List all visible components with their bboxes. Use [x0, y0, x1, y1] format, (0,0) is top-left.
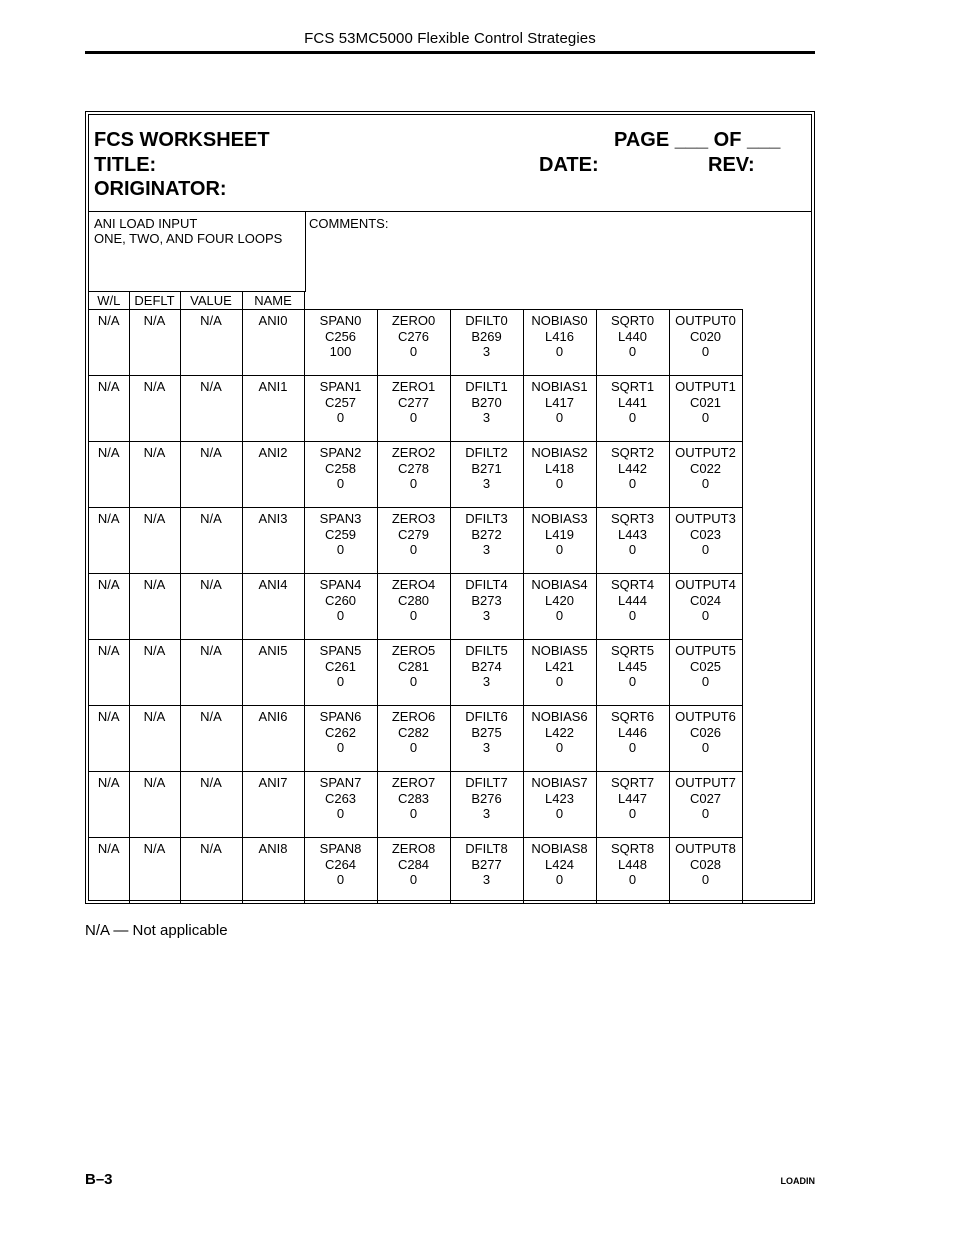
param-name: DFILT6 — [465, 709, 508, 724]
page-number: B–3 — [85, 1171, 113, 1188]
param-default: 0 — [555, 608, 564, 623]
param-name: SQRT8 — [610, 841, 655, 856]
param-address: L421 — [545, 658, 574, 674]
param-address: L446 — [618, 724, 647, 740]
cell-value: N/A — [180, 838, 242, 904]
param-name: NOBIAS5 — [531, 643, 588, 658]
param-address: L441 — [618, 394, 647, 410]
parameter-cell — [596, 376, 669, 442]
param-name: OUTPUT6 — [675, 709, 736, 724]
param-name: OUTPUT0 — [675, 313, 736, 328]
parameter-cell — [596, 574, 669, 640]
parameter-cell — [596, 838, 669, 904]
param-address: C264 — [324, 856, 357, 872]
param-address: B270 — [471, 394, 502, 410]
param-name: SQRT4 — [610, 577, 655, 592]
param-name: DFILT2 — [465, 445, 508, 460]
cell-wl: N/A — [89, 838, 129, 904]
parameter-cell — [304, 574, 377, 640]
param-default: 0 — [409, 608, 418, 623]
header-blank — [304, 292, 742, 310]
param-address: L440 — [618, 328, 647, 344]
param-default: 0 — [701, 740, 710, 755]
param-address: C284 — [397, 856, 430, 872]
param-default: 0 — [409, 740, 418, 755]
parameter-cell — [304, 706, 377, 772]
param-address: L422 — [545, 724, 574, 740]
param-default: 0 — [701, 674, 710, 689]
param-address: L424 — [545, 856, 574, 872]
parameter-cell — [669, 508, 742, 574]
param-address: C021 — [689, 394, 722, 410]
param-address: C281 — [397, 658, 430, 674]
param-default: 0 — [336, 740, 345, 755]
parameter-cell — [596, 310, 669, 376]
parameter-cell — [596, 640, 669, 706]
parameter-cell — [596, 706, 669, 772]
param-name: NOBIAS2 — [531, 445, 588, 460]
cell-wl: N/A — [89, 706, 129, 772]
param-address: L443 — [618, 526, 647, 542]
table-row — [89, 706, 742, 772]
parameter-cell — [523, 442, 596, 508]
param-name: ZERO0 — [391, 313, 436, 328]
param-default: 3 — [482, 674, 491, 689]
cell-deflt: N/A — [129, 310, 180, 376]
parameter-cell — [596, 442, 669, 508]
param-address: C025 — [689, 658, 722, 674]
file-tag: LOADIN — [780, 1176, 815, 1186]
parameter-cell — [669, 838, 742, 904]
parameter-cell — [377, 508, 450, 574]
param-address: C280 — [397, 592, 430, 608]
param-default: 3 — [482, 344, 491, 359]
parameter-cell — [669, 310, 742, 376]
param-default: 0 — [628, 476, 637, 491]
param-address: C022 — [689, 460, 722, 476]
param-default: 0 — [409, 476, 418, 491]
info-line-2: ONE, TWO, AND FOUR LOOPS — [94, 231, 283, 246]
param-address: C262 — [324, 724, 357, 740]
originator-label: ORIGINATOR: — [94, 178, 227, 200]
param-name: NOBIAS3 — [531, 511, 588, 526]
table-header-row — [89, 292, 742, 310]
cell-value: N/A — [180, 310, 242, 376]
param-default: 3 — [482, 476, 491, 491]
col-header: NAME — [242, 292, 304, 310]
param-default: 0 — [555, 542, 564, 557]
parameter-cell — [377, 706, 450, 772]
param-name: DFILT0 — [465, 313, 508, 328]
heading-divider — [89, 211, 811, 212]
param-name: OUTPUT1 — [675, 379, 736, 394]
parameter-cell — [377, 838, 450, 904]
param-name: ZERO8 — [391, 841, 436, 856]
table-row — [89, 838, 742, 904]
param-address: C277 — [397, 394, 430, 410]
param-name: SQRT2 — [610, 445, 655, 460]
param-name: ZERO2 — [391, 445, 436, 460]
cell-deflt: N/A — [129, 706, 180, 772]
param-default: 0 — [628, 344, 637, 359]
param-name: OUTPUT8 — [675, 841, 736, 856]
param-name: NOBIAS4 — [531, 577, 588, 592]
parameter-cell — [523, 838, 596, 904]
param-name: SPAN7 — [319, 775, 362, 790]
cell-name: ANI2 — [242, 442, 304, 508]
param-default: 0 — [628, 674, 637, 689]
param-name: NOBIAS8 — [531, 841, 588, 856]
param-address: C257 — [324, 394, 357, 410]
cell-deflt: N/A — [129, 772, 180, 838]
param-default: 0 — [336, 806, 345, 821]
param-address: B277 — [471, 856, 502, 872]
param-default: 0 — [701, 872, 710, 887]
param-name: OUTPUT7 — [675, 775, 736, 790]
param-address: C258 — [324, 460, 357, 476]
param-default: 3 — [482, 542, 491, 557]
param-default: 3 — [482, 410, 491, 425]
parameter-cell — [523, 508, 596, 574]
param-name: ZERO4 — [391, 577, 436, 592]
cell-value: N/A — [180, 640, 242, 706]
param-default: 0 — [336, 410, 345, 425]
parameter-cell — [596, 508, 669, 574]
table-row — [89, 508, 742, 574]
param-address: C260 — [324, 592, 357, 608]
param-default: 0 — [336, 872, 345, 887]
parameter-cell — [523, 574, 596, 640]
param-address: C024 — [689, 592, 722, 608]
parameter-cell — [450, 574, 523, 640]
param-name: SQRT0 — [610, 313, 655, 328]
parameter-cell — [669, 706, 742, 772]
param-default: 0 — [409, 542, 418, 557]
parameter-cell — [304, 442, 377, 508]
param-default: 0 — [555, 872, 564, 887]
param-address: L419 — [545, 526, 574, 542]
col-header: W/L — [89, 292, 129, 310]
param-default: 0 — [701, 608, 710, 623]
rev-label: REV: — [708, 154, 755, 176]
cell-deflt: N/A — [129, 376, 180, 442]
parameter-cell — [669, 640, 742, 706]
param-default: 0 — [701, 806, 710, 821]
cell-deflt: N/A — [129, 508, 180, 574]
param-default: 3 — [482, 872, 491, 887]
parameter-cell — [450, 772, 523, 838]
parameter-cell — [450, 706, 523, 772]
info-line-1: ANI LOAD INPUT — [94, 216, 198, 231]
parameter-cell — [450, 310, 523, 376]
info-divider — [305, 212, 306, 292]
param-name: ZERO3 — [391, 511, 436, 526]
table-row — [89, 442, 742, 508]
cell-name: ANI6 — [242, 706, 304, 772]
worksheet-form — [85, 111, 815, 904]
param-name: SQRT5 — [610, 643, 655, 658]
param-name: SQRT1 — [610, 379, 655, 394]
param-address: L417 — [545, 394, 574, 410]
cell-wl: N/A — [89, 310, 129, 376]
param-address: C279 — [397, 526, 430, 542]
param-default: 0 — [555, 410, 564, 425]
param-default: 0 — [409, 806, 418, 821]
date-label: DATE: — [539, 154, 599, 176]
title-label: TITLE: — [94, 154, 157, 176]
parameter-cell — [523, 772, 596, 838]
param-address: C278 — [397, 460, 430, 476]
param-name: SPAN3 — [319, 511, 362, 526]
param-name: SPAN6 — [319, 709, 362, 724]
param-address: L420 — [545, 592, 574, 608]
parameter-cell — [304, 376, 377, 442]
param-address: B275 — [471, 724, 502, 740]
worksheet-inner-frame — [88, 114, 812, 901]
cell-value: N/A — [180, 706, 242, 772]
param-default: 0 — [701, 542, 710, 557]
parameter-cell — [596, 772, 669, 838]
parameter-cell — [669, 376, 742, 442]
param-address: L442 — [618, 460, 647, 476]
param-address: C259 — [324, 526, 357, 542]
param-default: 0 — [701, 344, 710, 359]
param-address: B276 — [471, 790, 502, 806]
param-default: 3 — [482, 806, 491, 821]
parameter-cell — [450, 442, 523, 508]
parameter-cell — [523, 706, 596, 772]
param-address: B274 — [471, 658, 502, 674]
param-address: C263 — [324, 790, 357, 806]
info-description — [94, 216, 282, 246]
parameter-cell — [669, 442, 742, 508]
param-address: B271 — [471, 460, 502, 476]
param-name: DFILT7 — [465, 775, 508, 790]
table-row — [89, 376, 742, 442]
param-default: 0 — [409, 344, 418, 359]
cell-value: N/A — [180, 574, 242, 640]
cell-wl: N/A — [89, 772, 129, 838]
param-name: SPAN5 — [319, 643, 362, 658]
param-default: 0 — [628, 740, 637, 755]
param-name: DFILT4 — [465, 577, 508, 592]
param-default: 0 — [555, 476, 564, 491]
param-address: L418 — [545, 460, 574, 476]
param-name: DFILT5 — [465, 643, 508, 658]
param-default: 0 — [628, 608, 637, 623]
param-address: C027 — [689, 790, 722, 806]
parameter-cell — [450, 838, 523, 904]
param-default: 0 — [336, 542, 345, 557]
param-address: C261 — [324, 658, 357, 674]
param-default: 0 — [628, 872, 637, 887]
param-name: SPAN1 — [319, 379, 362, 394]
table-row — [89, 640, 742, 706]
parameter-cell — [377, 310, 450, 376]
param-address: B269 — [471, 328, 502, 344]
param-address: L416 — [545, 328, 574, 344]
param-address: C020 — [689, 328, 722, 344]
param-default: 100 — [329, 344, 352, 359]
param-address: L447 — [618, 790, 647, 806]
table-row — [89, 772, 742, 838]
param-name: ZERO7 — [391, 775, 436, 790]
param-name: ZERO1 — [391, 379, 436, 394]
parameter-cell — [523, 640, 596, 706]
cell-deflt: N/A — [129, 838, 180, 904]
parameter-cell — [523, 376, 596, 442]
param-name: SPAN0 — [319, 313, 362, 328]
param-default: 0 — [701, 410, 710, 425]
param-name: SQRT3 — [610, 511, 655, 526]
param-default: 0 — [555, 674, 564, 689]
parameter-cell — [377, 376, 450, 442]
param-default: 0 — [628, 410, 637, 425]
param-name: NOBIAS7 — [531, 775, 588, 790]
param-address: C256 — [324, 328, 357, 344]
cell-name: ANI5 — [242, 640, 304, 706]
param-address: L423 — [545, 790, 574, 806]
parameter-cell — [377, 772, 450, 838]
param-default: 0 — [701, 476, 710, 491]
param-default: 3 — [482, 740, 491, 755]
cell-name: ANI0 — [242, 310, 304, 376]
cell-wl: N/A — [89, 508, 129, 574]
cell-name: ANI8 — [242, 838, 304, 904]
param-default: 0 — [336, 608, 345, 623]
param-default: 0 — [555, 740, 564, 755]
cell-value: N/A — [180, 376, 242, 442]
param-name: SPAN8 — [319, 841, 362, 856]
parameter-cell — [304, 772, 377, 838]
parameter-cell — [523, 310, 596, 376]
param-name: ZERO5 — [391, 643, 436, 658]
param-default: 0 — [409, 872, 418, 887]
table-row — [89, 574, 742, 640]
param-address: C283 — [397, 790, 430, 806]
page-header-title: FCS 53MC5000 Flexible Control Strategies — [304, 30, 596, 47]
parameter-cell — [450, 376, 523, 442]
param-name: NOBIAS6 — [531, 709, 588, 724]
param-default: 0 — [409, 410, 418, 425]
parameter-cell — [669, 772, 742, 838]
param-address: C276 — [397, 328, 430, 344]
param-address: L448 — [618, 856, 647, 872]
param-name: DFILT8 — [465, 841, 508, 856]
parameter-cell — [304, 640, 377, 706]
param-name: ZERO6 — [391, 709, 436, 724]
cell-name: ANI1 — [242, 376, 304, 442]
param-name: DFILT3 — [465, 511, 508, 526]
parameter-cell — [377, 640, 450, 706]
param-address: L445 — [618, 658, 647, 674]
col-header: VALUE — [180, 292, 242, 310]
parameter-cell — [669, 574, 742, 640]
param-default: 0 — [336, 674, 345, 689]
cell-value: N/A — [180, 772, 242, 838]
param-name: OUTPUT3 — [675, 511, 736, 526]
cell-wl: N/A — [89, 376, 129, 442]
parameter-cell — [304, 508, 377, 574]
param-name: SPAN2 — [319, 445, 362, 460]
cell-name: ANI3 — [242, 508, 304, 574]
param-address: C282 — [397, 724, 430, 740]
parameter-cell — [304, 310, 377, 376]
param-address: L444 — [618, 592, 647, 608]
param-address: B273 — [471, 592, 502, 608]
param-name: SQRT7 — [610, 775, 655, 790]
param-name: OUTPUT2 — [675, 445, 736, 460]
param-address: C023 — [689, 526, 722, 542]
param-name: SQRT6 — [610, 709, 655, 724]
comments-label: COMMENTS: — [309, 216, 389, 231]
cell-value: N/A — [180, 508, 242, 574]
header-rule — [85, 51, 815, 54]
footnote: N/A — Not applicable — [85, 922, 228, 939]
param-name: SPAN4 — [319, 577, 362, 592]
cell-deflt: N/A — [129, 640, 180, 706]
param-address: C026 — [689, 724, 722, 740]
cell-wl: N/A — [89, 442, 129, 508]
param-address: B272 — [471, 526, 502, 542]
param-name: DFILT1 — [465, 379, 508, 394]
param-default: 0 — [409, 674, 418, 689]
param-default: 0 — [336, 476, 345, 491]
parameter-cell — [450, 640, 523, 706]
cell-wl: N/A — [89, 640, 129, 706]
parameter-cell — [450, 508, 523, 574]
param-name: NOBIAS1 — [531, 379, 588, 394]
col-header: DEFLT — [129, 292, 180, 310]
parameter-cell — [377, 574, 450, 640]
page-of-label: PAGE ___ OF ___ — [614, 129, 781, 151]
cell-deflt: N/A — [129, 574, 180, 640]
param-name: OUTPUT5 — [675, 643, 736, 658]
table-row — [89, 310, 742, 376]
param-default: 0 — [628, 542, 637, 557]
param-name: NOBIAS0 — [531, 313, 588, 328]
parameter-cell — [304, 838, 377, 904]
param-name: OUTPUT4 — [675, 577, 736, 592]
param-default: 0 — [555, 806, 564, 821]
param-default: 0 — [555, 344, 564, 359]
parameter-table — [89, 292, 743, 904]
cell-name: ANI7 — [242, 772, 304, 838]
worksheet-heading: FCS WORKSHEET — [94, 129, 270, 151]
param-default: 3 — [482, 608, 491, 623]
parameter-cell — [377, 442, 450, 508]
cell-wl: N/A — [89, 574, 129, 640]
param-default: 0 — [628, 806, 637, 821]
cell-name: ANI4 — [242, 574, 304, 640]
param-address: C028 — [689, 856, 722, 872]
cell-deflt: N/A — [129, 442, 180, 508]
cell-value: N/A — [180, 442, 242, 508]
